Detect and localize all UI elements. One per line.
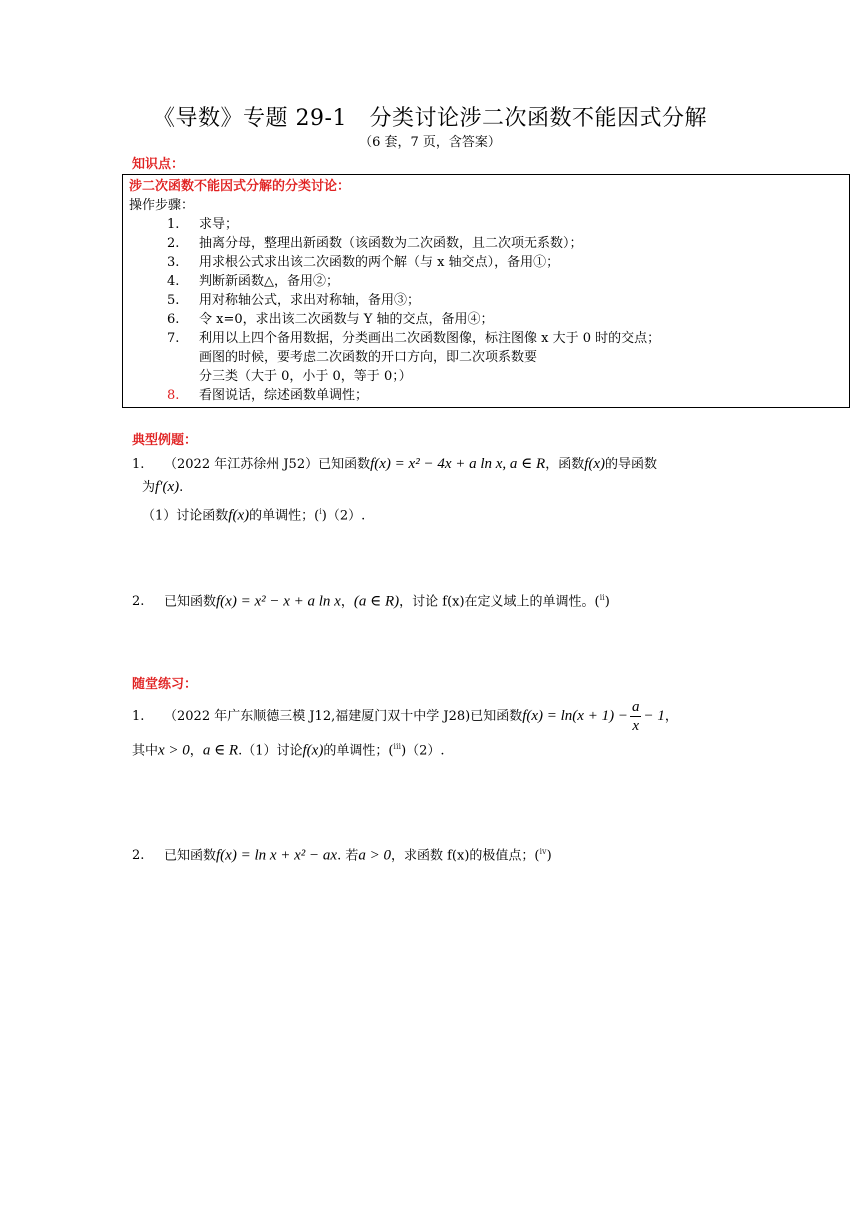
fraction: $\frac{a}{x}$: [631, 699, 640, 734]
operation-label: 操作步骤：: [129, 198, 195, 213]
step-item: 8. 看图说话，综述函数单调性；: [167, 388, 369, 403]
step-item: 7. 利用以上四个备用数据，分类画出二次函数图像，标注图像 x 大于 0 时的交点；: [167, 331, 661, 346]
practice-heading: 随堂练习：: [132, 677, 198, 692]
steps-list: [129, 215, 843, 405]
step-item: 1. 求导；: [167, 217, 239, 232]
examples-heading: 典型例题：: [132, 433, 198, 448]
formula: f(x) = x² − 4x + a ln x, a ∈ R: [370, 456, 546, 472]
step-item: 3. 用求根公式求出该二次函数的两个解（与 x 轴交点），备用①；: [167, 255, 560, 270]
step-item-continued: 分三类（大于 0，小于 0，等于 0；）: [199, 369, 412, 384]
page-title: 《导数》专题 29-1 分类讨论涉二次函数不能因式分解: [153, 106, 707, 131]
page-subtitle: （6 套，7 页，含答案）: [359, 135, 501, 150]
knowledge-heading: 知识点：: [132, 157, 185, 172]
practice-question-1: 1. （2022 年广东顺德三模 J12,福建厦门双十中学 J28)已知函数f(x) = ln(x + 1) − $\frac{a}{x}$ − 1， 其中x > 0，a ∈ R.（1）讨论f(x)的单调性；($^{iii}$)（2）.: [132, 699, 678, 759]
step-item: 2. 抽离分母，整理出新函数（该函数为二次函数，且二次项无系数）；: [167, 236, 583, 251]
knowledge-box: [122, 174, 850, 408]
practice-question-2: 2. 已知函数f(x) = ln x + x² − ax. 若a > 0，求函数 f(x)的极值点；($^{iv}$): [132, 847, 552, 864]
step-item: 4. 判断新函数△，备用②；: [167, 274, 339, 289]
example-question-1: 1. （2022 年江苏徐州 J52）已知函数f(x) = x² − 4x + a ln x, a ∈ R，函数f(x)的导函数 为f′(x). （1）讨论函数f(x)的单调性；($^i$)（2）.: [132, 456, 658, 524]
box-heading: 涉二次函数不能因式分解的分类讨论：: [129, 179, 351, 194]
step-item: 6. 令 x=0，求出该二次函数与 Y 轴的交点，备用④；: [167, 312, 494, 327]
step-item: 5. 用对称轴公式，求出对称轴，备用③；: [167, 293, 421, 308]
example-question-2: 2. 已知函数f(x) = x² − x + a ln x，(a ∈ R)，讨论 f(x)在定义域上的单调性。($^{ii}$): [132, 593, 610, 610]
step-item-continued: 画图的时候，要考虑二次函数的开口方向，即二次项系数要: [199, 350, 538, 365]
